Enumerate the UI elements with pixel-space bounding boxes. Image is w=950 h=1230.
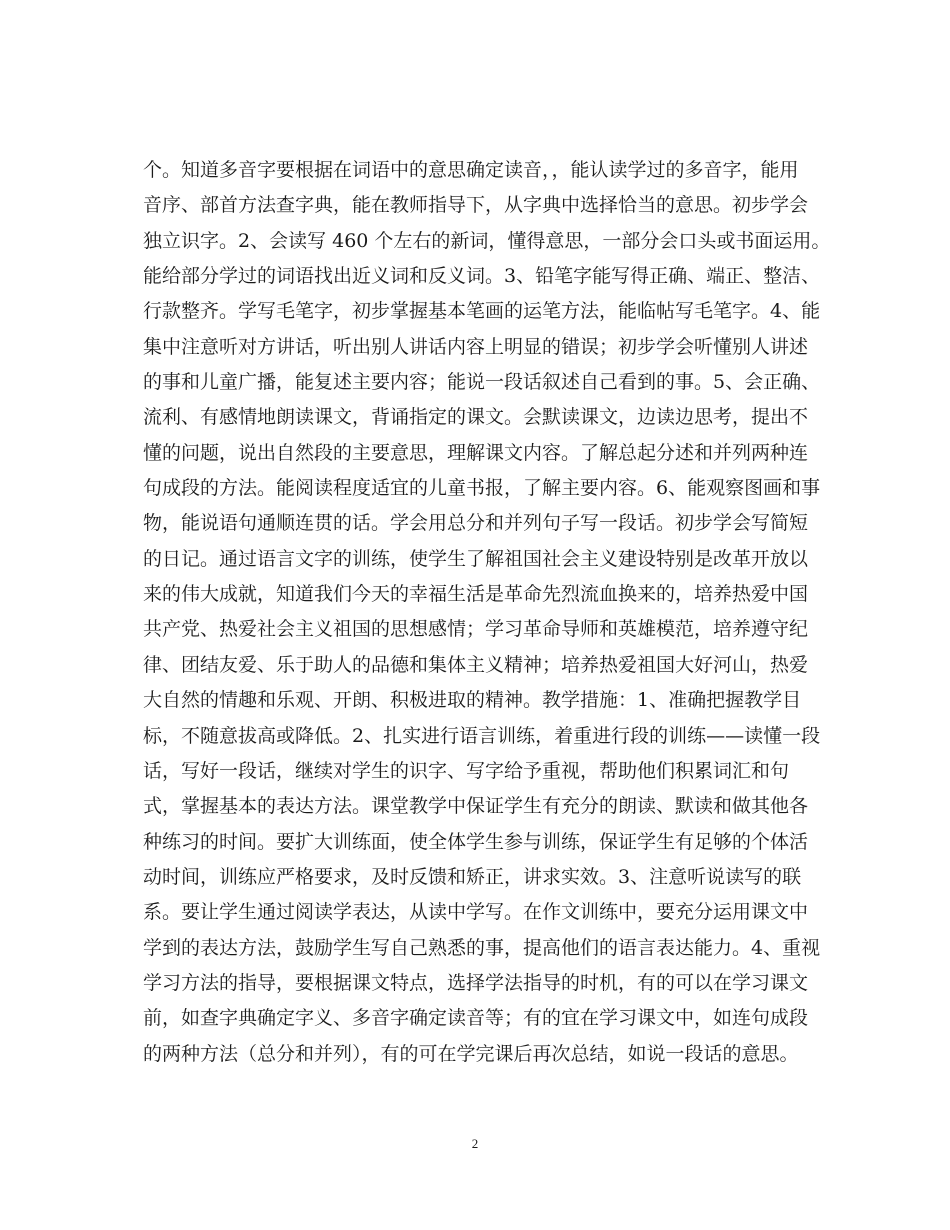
text-line: 前，如查字典确定字义、多音字确定读音等；有的宜在学习课文中，如连句成段 bbox=[143, 1007, 809, 1030]
text-line: 的事和儿童广播，能复述主要内容；能说一段话叙述自己看到的事。5、会正确、 bbox=[143, 371, 821, 394]
text-line: 共产党、热爱社会主义祖国的思想感情；学习革命导师和英雄模范，培养遵守纪 bbox=[143, 618, 809, 641]
text-line: 学到的表达方法，鼓励学生写自己熟悉的事，提高他们的语言表达能力。4、重视 bbox=[143, 936, 821, 959]
body-text bbox=[143, 153, 831, 1072]
text-line: 个。知道多音字要根据在词语中的意思确定读音，，能认读学过的多音字，能用 bbox=[143, 159, 799, 181]
text-line: 行款整齐。学写毛笔字，初步掌握基本笔画的运笔方法，能临帖写毛笔字。4、能 bbox=[143, 300, 821, 323]
text-line: 懂的问题，说出自然段的主要意思，理解课文内容。了解总起分述和并列两种连 bbox=[143, 441, 809, 464]
text-line: 律、团结友爱、乐于助人的品德和集体主义精神；培养热爱祖国大好河山，热爱 bbox=[143, 653, 809, 676]
text-line: 的两种方法（总分和并列），有的可在学完课后再次总结，如说一段话的意思。 bbox=[143, 1042, 799, 1065]
text-line: 物，能说语句通顺连贯的话。学会用总分和并列句子写一段话。初步学会写简短 bbox=[143, 512, 809, 535]
page-number: 2 bbox=[471, 1136, 479, 1151]
text-line: 的日记。通过语言文字的训练，使学生了解祖国社会主义建设特别是改革开放以 bbox=[143, 547, 809, 570]
text-line: 式，掌握基本的表达方法。课堂教学中保证学生有充分的朗读、默读和做其他各 bbox=[143, 795, 809, 818]
text-line: 独立识字。2、会读写 460 个左右的新词，懂得意思，一部分会口头或书面运用。 bbox=[143, 229, 831, 252]
text-line: 集中注意听对方讲话，听出别人讲话内容上明显的错误；初步学会听懂别人讲述 bbox=[143, 335, 809, 358]
text-line: 标，不随意拔高或降低。2、扎实进行语言训练，着重进行段的训练——读懂一段 bbox=[143, 724, 821, 747]
text-line: 能给部分学过的词语找出近义词和反义词。3、铅笔字能写得正确、端正、整洁、 bbox=[143, 265, 821, 288]
text-line: 话，写好一段话，继续对学生的识字、写字给予重视，帮助他们积累词汇和句 bbox=[143, 759, 790, 782]
text-line: 学习方法的指导，要根据课文特点，选择学法指导的时机，有的可以在学习课文 bbox=[143, 971, 809, 994]
text-line: 动时间，训练应严格要求，及时反馈和矫正，讲求实效。3、注意听说读写的联 bbox=[143, 865, 802, 888]
text-line: 句成段的方法。能阅读程度适宜的儿童书报，了解主要内容。6、能观察图画和事 bbox=[143, 477, 821, 500]
text-line: 系。要让学生通过阅读学表达，从读中学写。在作文训练中，要充分运用课文中 bbox=[143, 901, 809, 924]
text-line: 大自然的情趣和乐观、开朗、积极进取的精神。教学措施：1、准确把握教学目 bbox=[143, 689, 802, 712]
text-line: 来的伟大成就，知道我们今天的幸福生活是革命先烈流血换来的，培养热爱中国 bbox=[143, 583, 809, 606]
text-line: 流利、有感情地朗读课文，背诵指定的课文。会默读课文，边读边思考，提出不 bbox=[143, 406, 809, 429]
text-line: 种练习的时间。要扩大训练面，使全体学生参与训练，保证学生有足够的个体活 bbox=[143, 830, 809, 853]
text-line: 音序、部首方法查字典，能在教师指导下，从字典中选择恰当的意思。初步学会 bbox=[143, 194, 809, 217]
